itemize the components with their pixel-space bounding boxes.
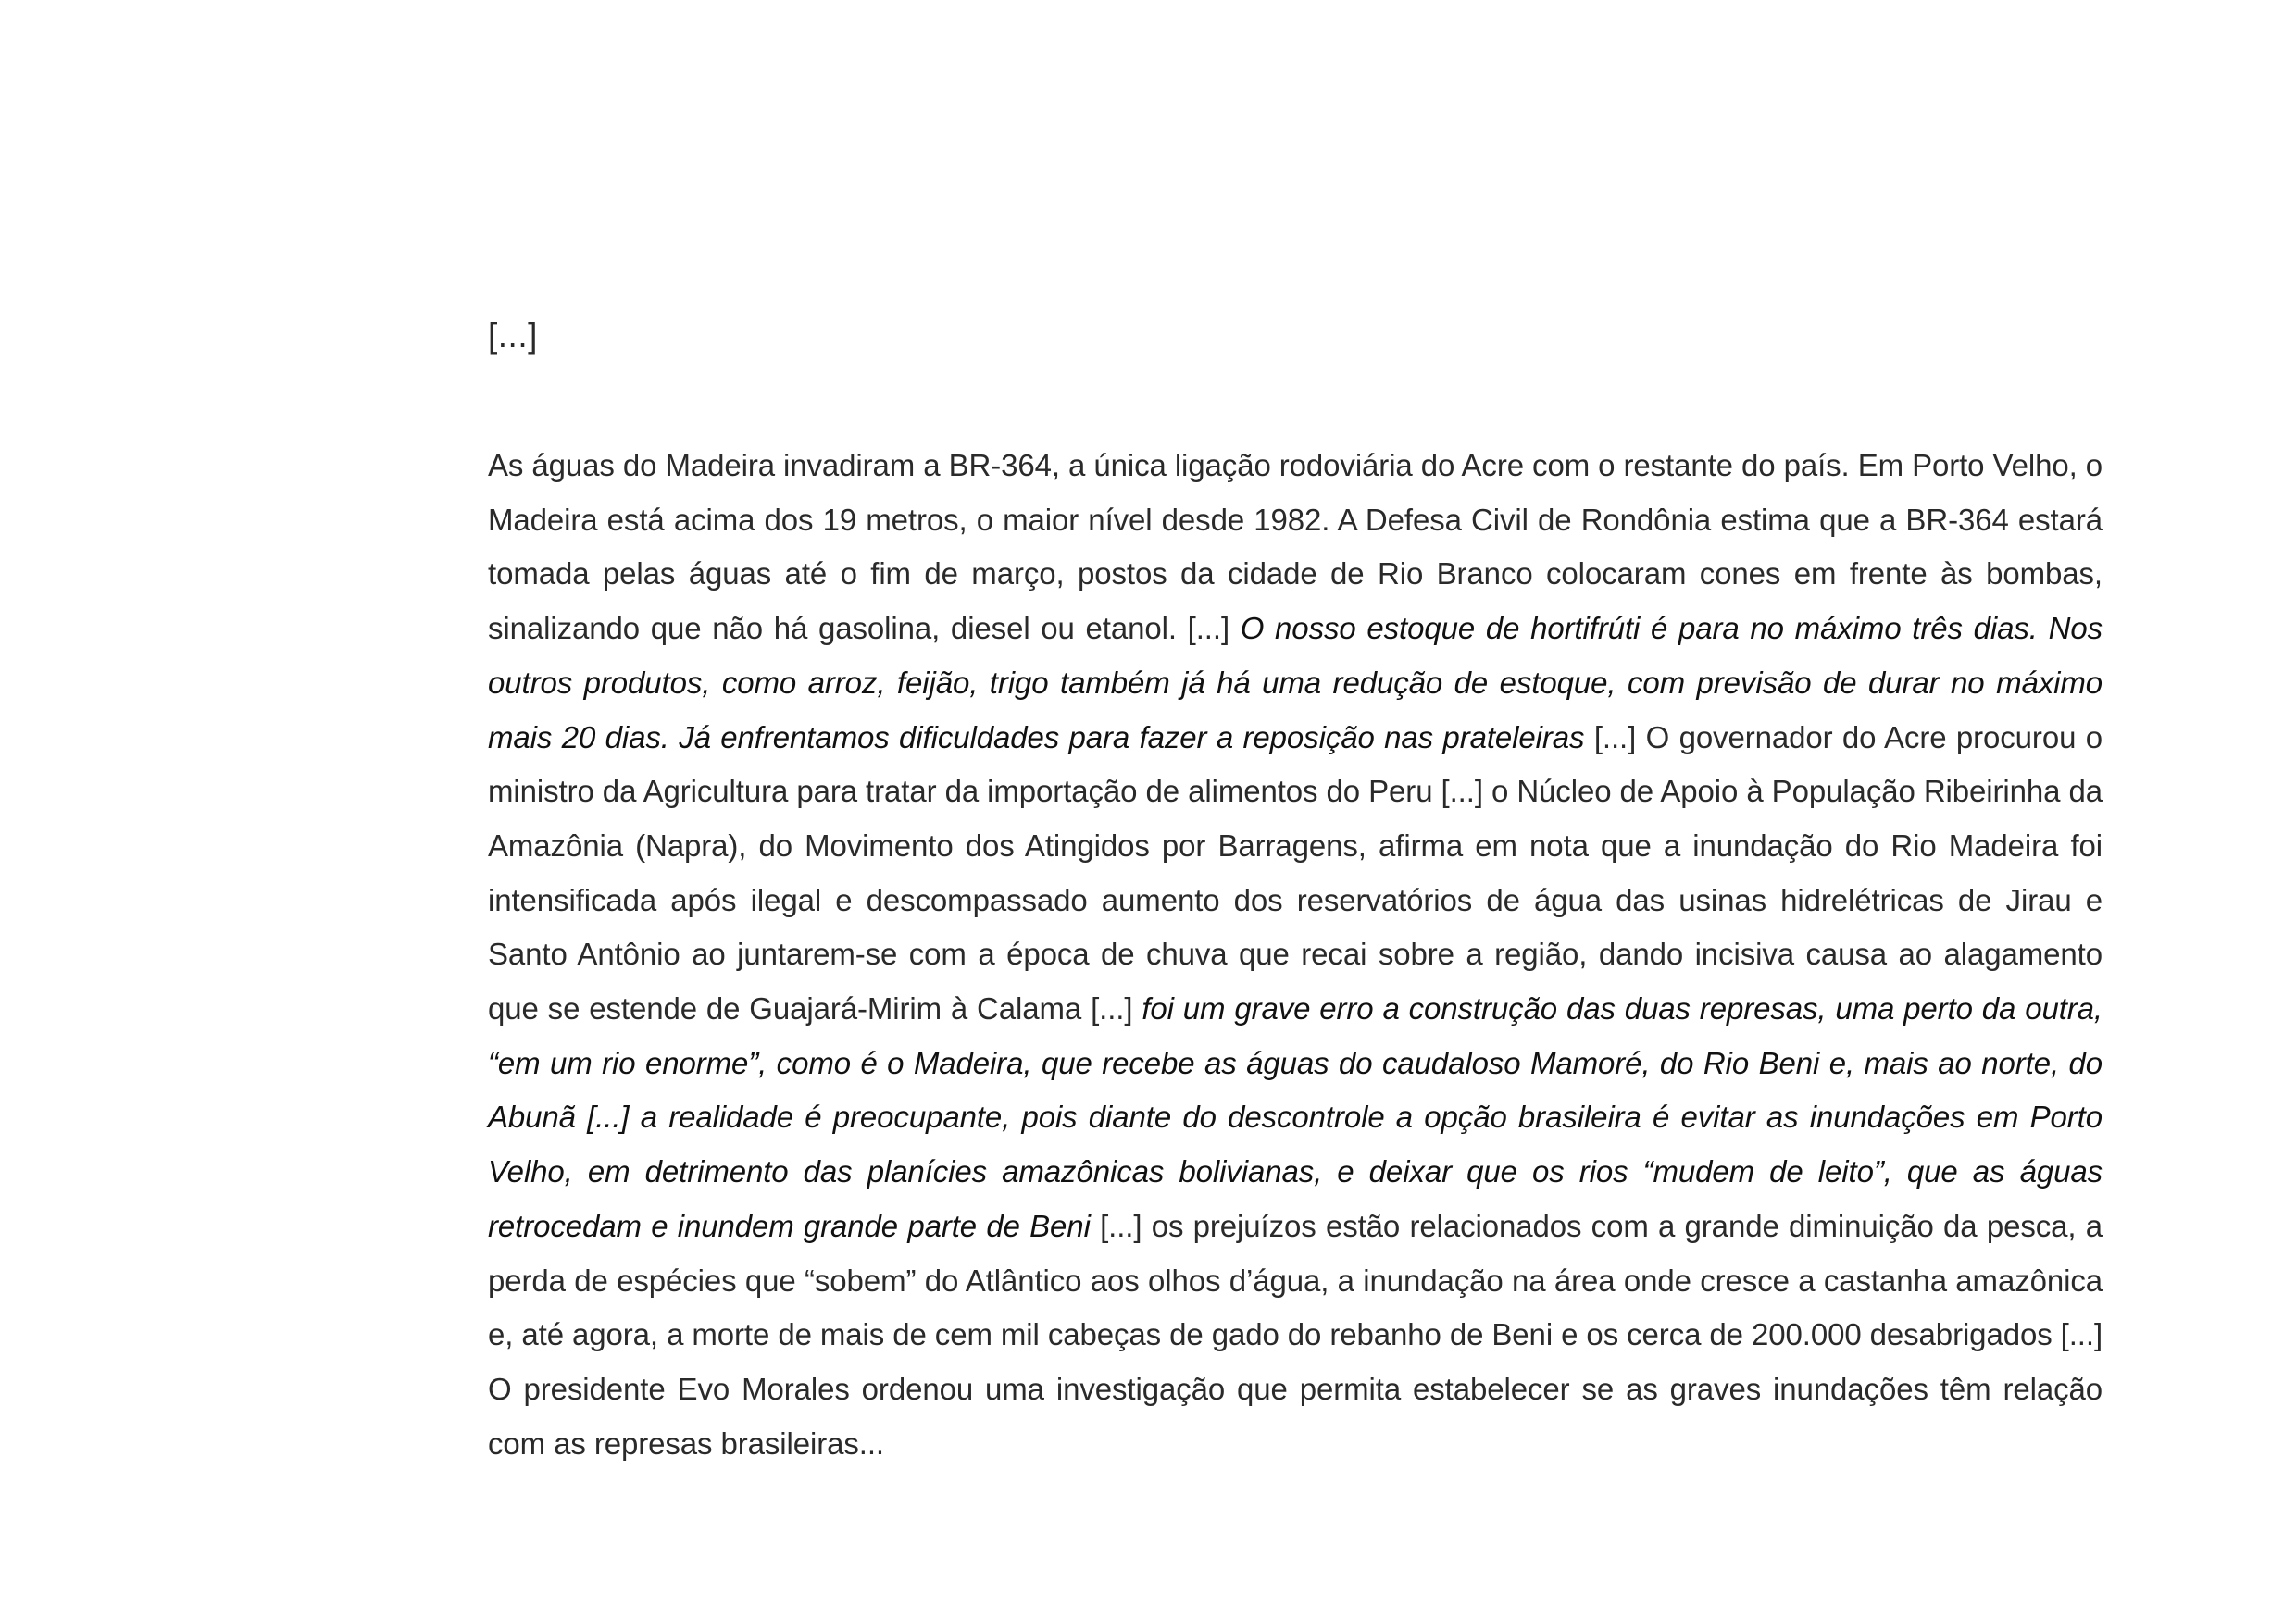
italic-quote-2: foi um grave erro a construção das duas represas, uma perto da outra, “em um rio enorme”, como é o Madeira, que recebe as águas do caudaloso Mamoré, do Rio Beni e, mais ao norte, do Abunã [...] a realidade é preocupante, pois diante do descontrole a opção brasileira é evitar as inundações em Porto Velho, em detrimento das planícies amazônicas bolivianas, e deixar que os rios “mudem de leito”, que as águas retrocedam e inundem grande parte de Beni [488, 991, 2103, 1243]
paragraph-text-3: [...] os prejuízos estão relacionados com a grande diminuição da pesca, a perda de espécies que “sobem” do Atlântico aos olhos d’água, a inundação na área onde cresce a castanha amazônica e, até agora, a morte de mais de cem mil cabeças de gado do rebanho de Beni e os cerca de 200.000 desabrigados [...] O presidente Evo Morales ordenou uma investigação que permita estabelecer se as graves inundações têm relação com as represas brasileiras... [488, 1208, 2103, 1461]
italic-quote-1: O nosso estoque de hortifrúti é para no máximo três dias. Nos outros produtos, como arroz, feijão, trigo também já há uma redução de estoque, com previsão de durar no máximo mais 20 dias. Já enfrentamos dificuldades para fazer a reposição nas prateleiras [488, 611, 2103, 754]
paragraph-text-1: As águas do Madeira invadiram a BR-364, a única ligação rodoviária do Acre com o restante do país. Em Porto Velho, o Madeira está acima dos 19 metros, o maior nível desde 1982. A Defesa Civil de Rondônia estima que a BR-364 estará tomada pelas águas até o fim de março, postos da cidade de Rio Branco colocaram cones em frente às bombas, sinalizando que não há gasolina, diesel ou etanol. [...] [488, 448, 2103, 646]
omission-marker: [...] [488, 317, 538, 355]
paragraph-text-2: [...] O governador do Acre procurou o ministro da Agricultura para tratar da importação de alimentos do Peru [...] o Núcleo de Apoio à População Ribeirinha da Amazônia (Napra), do Movimento dos Atingidos por Barragens, afirma em nota que a inundação do Rio Madeira foi intensificada após ilegal e descompassado aumento dos reservatórios de água das usinas hidrelétricas de Jirau e Santo Antônio ao juntarem-se com a época de chuva que recai sobre a região, dando incisiva causa ao alagamento que se estende de Guajará-Mirim à Calama [...] [488, 719, 2103, 1027]
body-paragraph [488, 439, 2103, 1471]
